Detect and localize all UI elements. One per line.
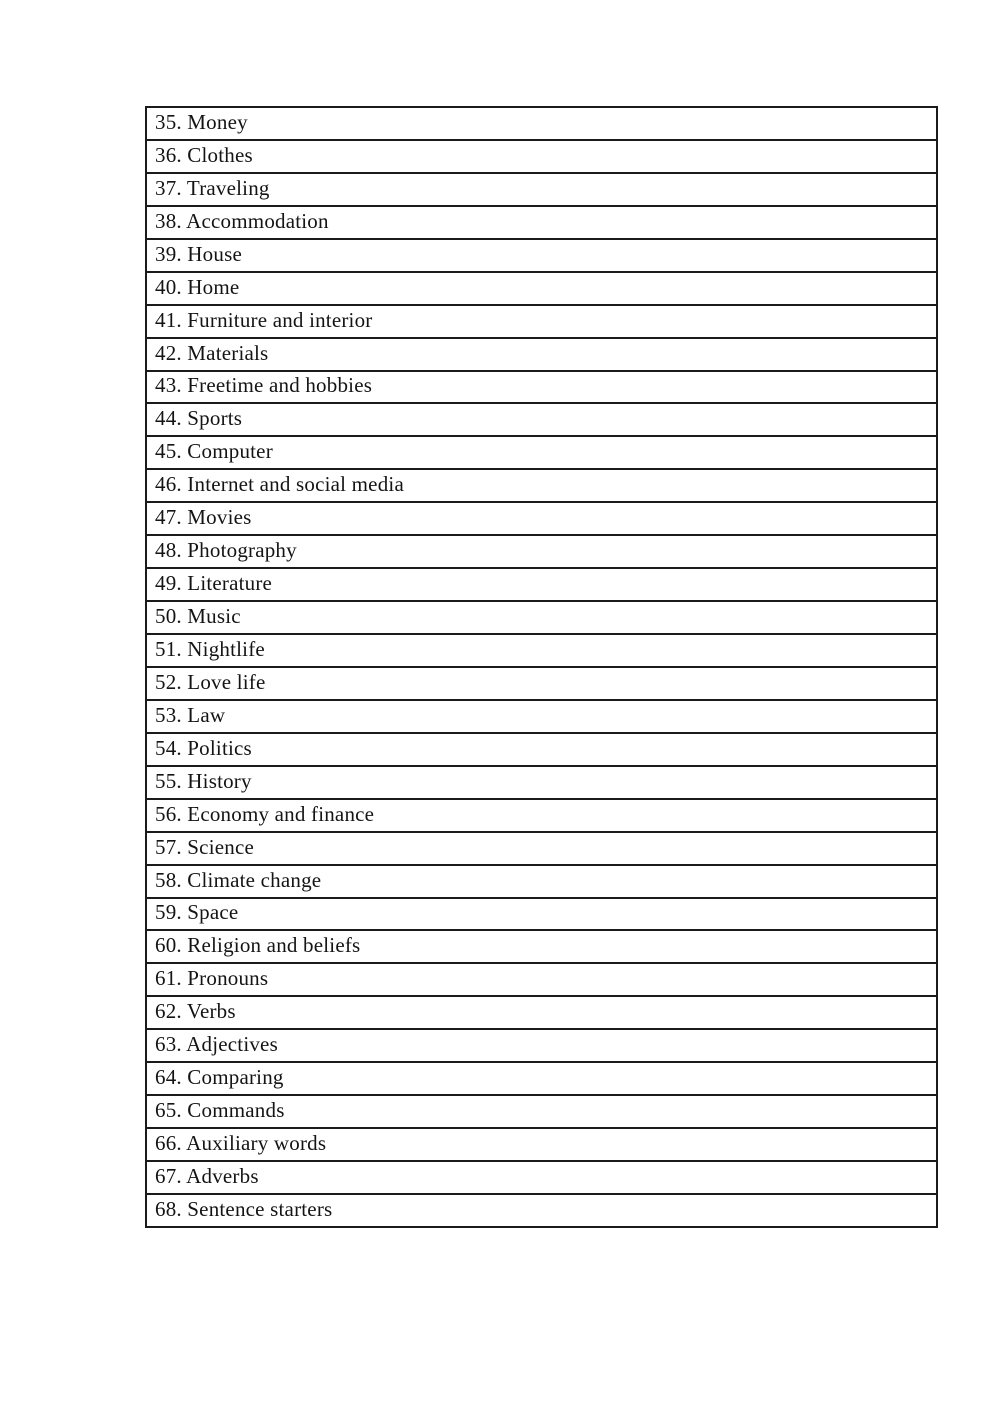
table-row [147, 370, 936, 403]
table-row [147, 304, 936, 337]
row-text: 44. Sports [155, 406, 243, 431]
table-row [147, 1028, 936, 1061]
table-row [147, 995, 936, 1028]
row-text: 64. Comparing [155, 1065, 284, 1090]
table-row [147, 962, 936, 995]
row-text: 50. Music [155, 604, 241, 629]
table-row [147, 831, 936, 864]
row-text: 58. Climate change [155, 867, 322, 892]
row-text: 38. Accommodation [155, 208, 329, 233]
row-text: 57. Science [155, 834, 254, 859]
row-text: 68. Sentence starters [155, 1196, 333, 1221]
row-text: 52. Love life [155, 669, 266, 694]
row-text: 36. Clothes [155, 142, 253, 167]
table-row [147, 271, 936, 304]
row-text: 66. Auxiliary words [155, 1131, 327, 1156]
row-text: 42. Materials [155, 340, 269, 365]
table-row [147, 501, 936, 534]
row-text: 39. House [155, 241, 242, 266]
table-row [147, 1061, 936, 1094]
table-row [147, 666, 936, 699]
table-row [147, 864, 936, 897]
table-row [147, 1160, 936, 1193]
table-row [147, 468, 936, 501]
row-text: 43. Freetime and hobbies [155, 373, 373, 398]
row-text: 56. Economy and finance [155, 801, 375, 826]
row-text: 67. Adverbs [155, 1163, 259, 1188]
row-text: 53. Law [155, 702, 226, 727]
table-row [147, 929, 936, 962]
table-row [147, 108, 936, 139]
row-text: 63. Adjectives [155, 1032, 278, 1057]
table-row [147, 435, 936, 468]
table-row [147, 897, 936, 930]
table-row [147, 765, 936, 798]
row-text: 59. Space [155, 900, 239, 925]
table-row [147, 699, 936, 732]
row-text: 55. History [155, 768, 252, 793]
table-row [147, 139, 936, 172]
row-text: 51. Nightlife [155, 636, 265, 661]
row-text: 48. Photography [155, 538, 297, 563]
table-row [147, 1127, 936, 1160]
table-row [147, 238, 936, 271]
table-row [147, 567, 936, 600]
row-text: 37. Traveling [155, 175, 270, 200]
table-row [147, 534, 936, 567]
table-row [147, 1094, 936, 1127]
row-text: 46. Internet and social media [155, 472, 404, 497]
table-row [147, 633, 936, 666]
table-row [147, 798, 936, 831]
row-text: 40. Home [155, 274, 240, 299]
contents-table [145, 106, 938, 1228]
table-row [147, 402, 936, 435]
row-text: 47. Movies [155, 505, 252, 530]
row-text: 60. Religion and beliefs [155, 933, 361, 958]
table-row [147, 172, 936, 205]
table-row [147, 205, 936, 238]
row-text: 49. Literature [155, 571, 273, 596]
row-text: 61. Pronouns [155, 966, 269, 991]
row-text: 41. Furniture and interior [155, 307, 373, 332]
table-row [147, 1193, 936, 1226]
table-row [147, 337, 936, 370]
row-text: 65. Commands [155, 1098, 285, 1123]
row-text: 62. Verbs [155, 999, 236, 1024]
table-row [147, 732, 936, 765]
row-text: 45. Computer [155, 439, 273, 464]
table-row [147, 600, 936, 633]
row-text: 35. Money [155, 109, 248, 134]
row-text: 54. Politics [155, 735, 252, 760]
